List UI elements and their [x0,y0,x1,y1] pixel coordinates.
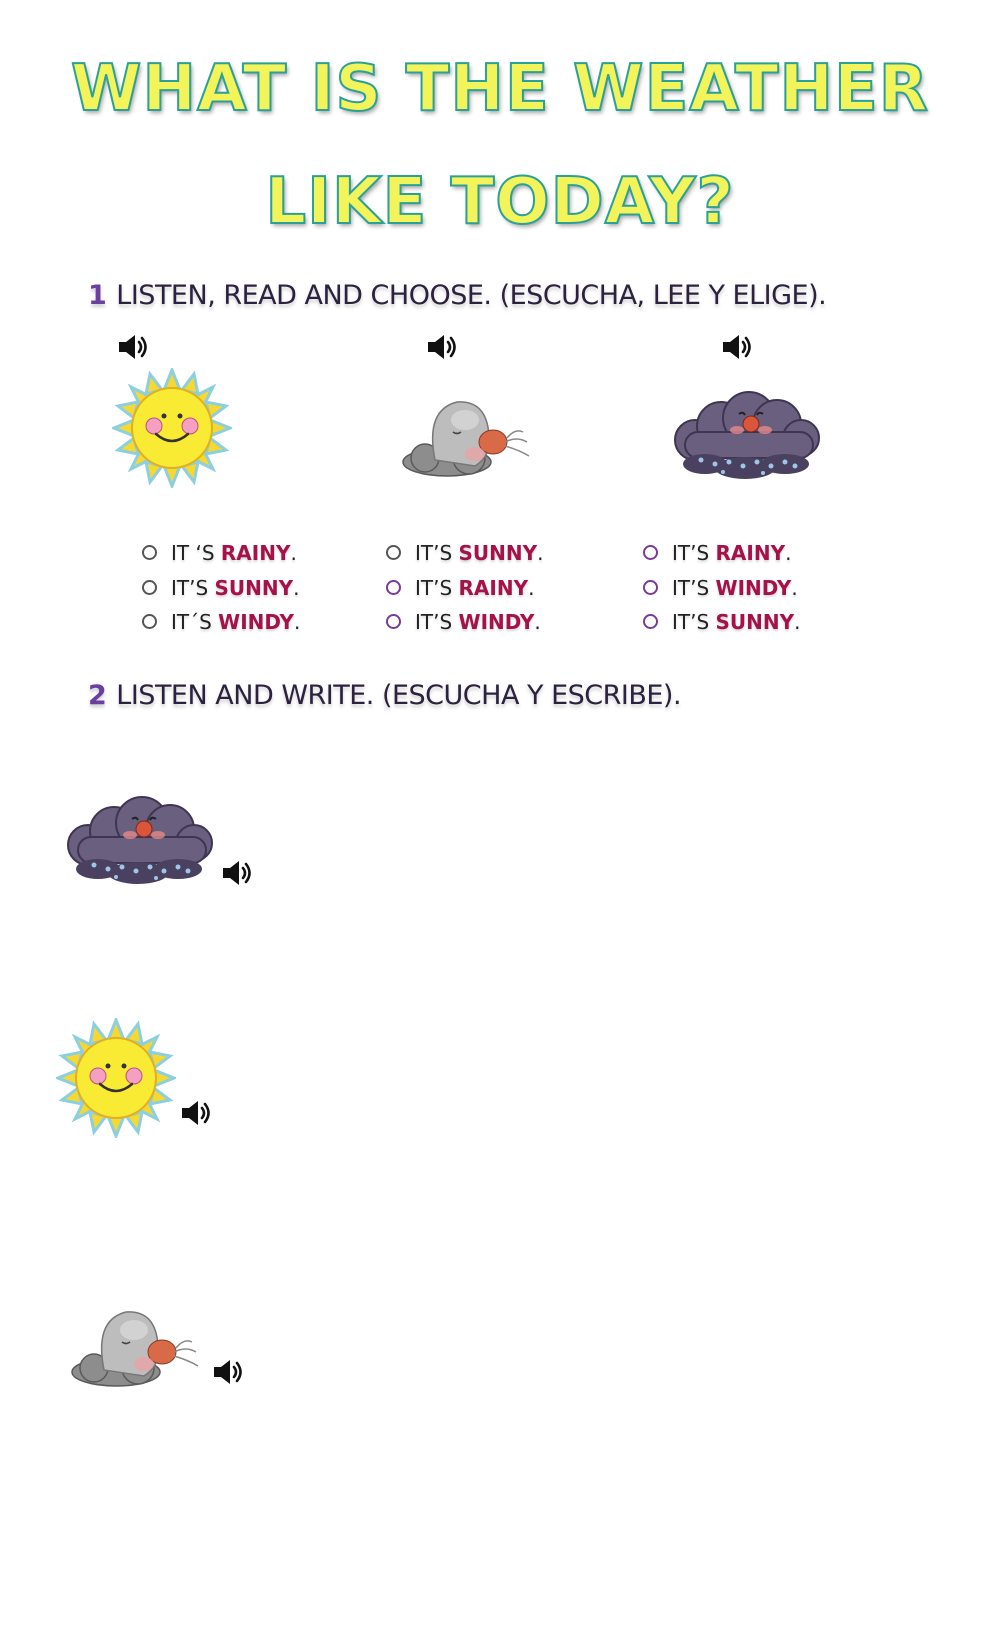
radio-button[interactable] [142,545,157,560]
speaker-icon[interactable] [179,1098,215,1128]
speaker-icon[interactable] [116,332,152,362]
sun-icon [112,368,232,488]
speaker-icon[interactable] [720,332,756,362]
title-line-2: LIKE TODAY? [265,165,735,239]
option-col2-3[interactable]: IT’S WINDY. [386,610,541,634]
section-instruction: LISTEN, READ AND CHOOSE. (ESCUCHA, LEE Y ELIGE). [116,280,827,311]
option-col1-3[interactable]: IT´S WINDY. [142,610,300,634]
radio-button[interactable] [643,614,658,629]
wind-cloud-icon [64,1290,204,1400]
option-col1-2[interactable]: IT’S SUNNY. [142,576,300,600]
radio-button[interactable] [643,580,658,595]
radio-button[interactable] [643,545,658,560]
radio-button[interactable] [386,614,401,629]
sun-icon [56,1018,176,1138]
speaker-icon[interactable] [211,1357,247,1387]
option-col3-3[interactable]: IT’S SUNNY. [643,610,801,634]
rain-cloud-icon [665,378,825,488]
option-col2-2[interactable]: IT’S RAINY. [386,576,534,600]
section-1-heading [88,280,826,311]
speaker-icon[interactable] [220,858,256,888]
section-number: 2 [88,680,107,711]
section-2-heading [88,680,681,711]
section-number: 1 [88,280,107,311]
rain-cloud-icon [58,783,218,893]
radio-button[interactable] [142,614,157,629]
option-col2-1[interactable]: IT’S SUNNY. [386,541,544,565]
radio-button[interactable] [386,580,401,595]
speaker-icon[interactable] [425,332,461,362]
wind-cloud-icon [395,380,535,490]
option-col1-1[interactable]: IT ‘S RAINY. [142,541,297,565]
option-col3-2[interactable]: IT’S WINDY. [643,576,798,600]
title-line-1: WHAT IS THE WEATHER [70,52,930,126]
radio-button[interactable] [386,545,401,560]
radio-button[interactable] [142,580,157,595]
option-col3-1[interactable]: IT’S RAINY. [643,541,791,565]
section-instruction: LISTEN AND WRITE. (ESCUCHA Y ESCRIBE). [116,680,682,711]
